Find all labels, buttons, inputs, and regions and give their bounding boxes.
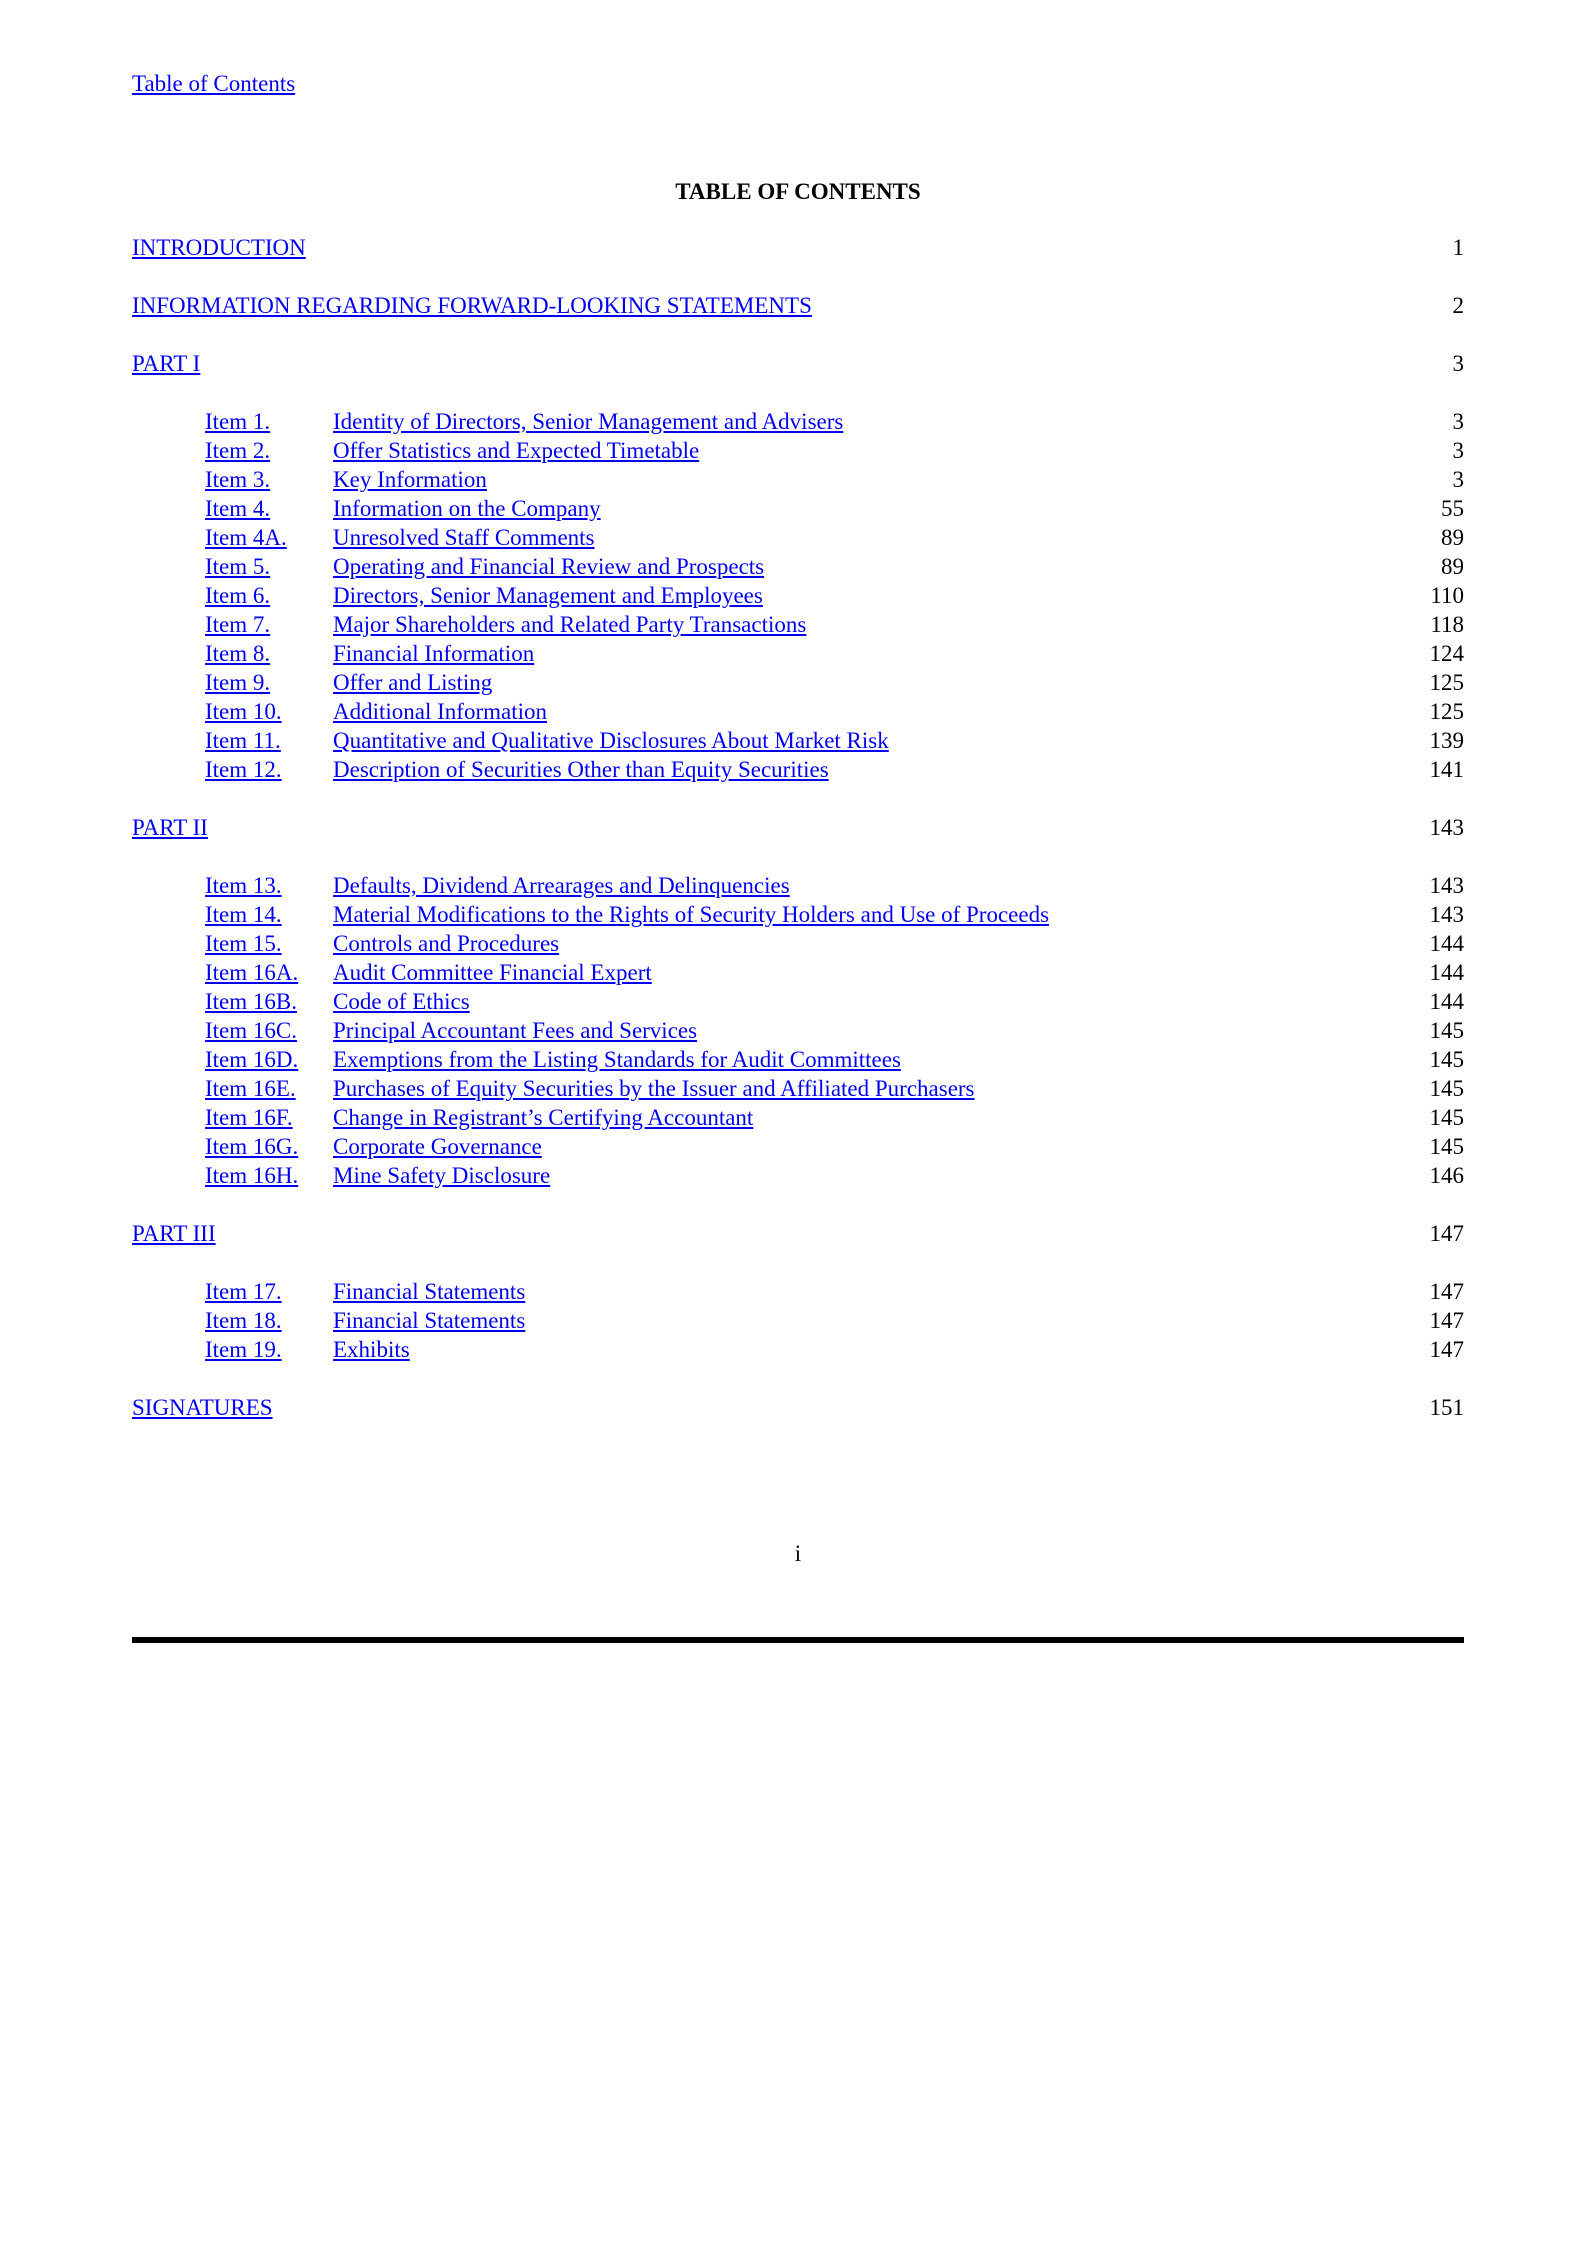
toc-item-title-link[interactable]: Financial Statements (333, 1279, 526, 1304)
toc-page-number: 125 (1429, 699, 1464, 724)
toc-item-title-link[interactable]: Identity of Directors, Senior Management and Advisers (333, 409, 844, 434)
toc-item-number-link[interactable]: Item 4A. (205, 525, 287, 550)
toc-item-number-link[interactable]: Item 8. (205, 641, 271, 666)
toc-item-title-link[interactable]: Mine Safety Disclosure (333, 1163, 551, 1188)
toc-item-title-link[interactable]: Information on the Company (333, 496, 601, 521)
toc-item-number-link[interactable]: Item 16F. (205, 1105, 293, 1130)
toc-item-row (132, 1306, 1464, 1335)
toc-item-row (132, 523, 1464, 552)
toc-item-row (132, 465, 1464, 494)
toc-page-number: 145 (1429, 1105, 1464, 1130)
toc-page-number: 145 (1429, 1076, 1464, 1101)
toc-section-link[interactable]: INFORMATION REGARDING FORWARD-LOOKING STATEMENTS (132, 293, 812, 318)
toc-page-number: 89 (1441, 554, 1464, 579)
toc-list (132, 233, 1464, 1451)
toc-page-number: 141 (1429, 757, 1464, 782)
toc-item-row (132, 1045, 1464, 1074)
toc-item-number-link[interactable]: Item 4. (205, 496, 271, 521)
toc-item-row (132, 552, 1464, 581)
toc-item-title-link[interactable]: Key Information (333, 467, 487, 492)
toc-item-title-link[interactable]: Principal Accountant Fees and Services (333, 1018, 698, 1043)
toc-item-row (132, 1335, 1464, 1364)
toc-item-title-link[interactable]: Financial Statements (333, 1308, 526, 1333)
toc-page-number: 3 (1452, 467, 1464, 492)
page-number: i (794, 1541, 802, 1566)
toc-item-row (132, 436, 1464, 465)
toc-item-row (132, 871, 1464, 900)
toc-item-number-link[interactable]: Item 12. (205, 757, 282, 782)
toc-item-number-link[interactable]: Item 1. (205, 409, 271, 434)
toc-page-number: 118 (1430, 612, 1464, 637)
toc-item-number-link[interactable]: Item 16E. (205, 1076, 296, 1101)
toc-item-row (132, 1016, 1464, 1045)
toc-item-number-link[interactable]: Item 5. (205, 554, 271, 579)
toc-page-number: 3 (1452, 351, 1464, 376)
toc-page-number: 1 (1452, 235, 1464, 260)
toc-item-title-link[interactable]: Exhibits (333, 1337, 410, 1362)
toc-section-link[interactable]: PART III (132, 1221, 216, 1246)
toc-page-number: 143 (1429, 902, 1464, 927)
toc-item-row (132, 1132, 1464, 1161)
toc-page-number: 143 (1429, 873, 1464, 898)
toc-page-number: 143 (1429, 815, 1464, 840)
toc-item-title-link[interactable]: Exemptions from the Listing Standards for Audit Committees (333, 1047, 901, 1072)
toc-page-number: 145 (1429, 1018, 1464, 1043)
toc-item-row (132, 639, 1464, 668)
toc-item-number-link[interactable]: Item 14. (205, 902, 282, 927)
toc-page-number: 3 (1452, 409, 1464, 434)
toc-item-number-link[interactable]: Item 17. (205, 1279, 282, 1304)
page-title: TABLE OF CONTENTS (675, 179, 921, 204)
toc-item-number-link[interactable]: Item 16H. (205, 1163, 299, 1188)
toc-page-number: 125 (1429, 670, 1464, 695)
toc-item-row (132, 726, 1464, 755)
toc-section-link[interactable]: SIGNATURES (132, 1395, 273, 1420)
toc-section-row (132, 813, 1464, 842)
page-divider (132, 1637, 1464, 1643)
toc-page-number: 145 (1429, 1134, 1464, 1159)
toc-item-row (132, 1103, 1464, 1132)
toc-item-number-link[interactable]: Item 10. (205, 699, 282, 724)
toc-item-number-link[interactable]: Item 16D. (205, 1047, 299, 1072)
toc-section-link[interactable]: PART II (132, 815, 208, 840)
toc-item-title-link[interactable]: Financial Information (333, 641, 535, 666)
toc-page-number: 2 (1452, 293, 1464, 318)
toc-item-number-link[interactable]: Item 16B. (205, 989, 297, 1014)
toc-page-number: 144 (1429, 989, 1464, 1014)
toc-section-row (132, 291, 1464, 320)
toc-item-title-link[interactable]: Quantitative and Qualitative Disclosures About Market Risk (333, 728, 889, 753)
toc-item-row (132, 929, 1464, 958)
toc-page-number: 55 (1441, 496, 1464, 521)
toc-page-number: 89 (1441, 525, 1464, 550)
toc-item-title-link[interactable]: Major Shareholders and Related Party Transactions (333, 612, 807, 637)
toc-page-number: 139 (1429, 728, 1464, 753)
toc-item-title-link[interactable]: Change in Registrant’s Certifying Accountant (333, 1105, 754, 1130)
toc-section-row (132, 1219, 1464, 1248)
toc-item-row (132, 1161, 1464, 1190)
toc-page-number: 147 (1429, 1221, 1464, 1246)
toc-item-row (132, 900, 1464, 929)
toc-item-title-link[interactable]: Defaults, Dividend Arrearages and Delinquencies (333, 873, 790, 898)
toc-page-number: 144 (1429, 931, 1464, 956)
toc-item-number-link[interactable]: Item 16C. (205, 1018, 297, 1043)
toc-item-row (132, 407, 1464, 436)
toc-item-row (132, 494, 1464, 523)
toc-item-row (132, 1277, 1464, 1306)
toc-item-title-link[interactable]: Purchases of Equity Securities by the Issuer and Affiliated Purchasers (333, 1076, 975, 1101)
toc-item-number-link[interactable]: Item 6. (205, 583, 271, 608)
toc-item-number-link[interactable]: Item 18. (205, 1308, 282, 1333)
toc-page-number: 147 (1429, 1308, 1464, 1333)
toc-item-number-link[interactable]: Item 9. (205, 670, 271, 695)
toc-item-title-link[interactable]: Material Modifications to the Rights of Security Holders and Use of Proceeds (333, 902, 1050, 927)
toc-item-row (132, 697, 1464, 726)
toc-item-row (132, 610, 1464, 639)
toc-item-row (132, 958, 1464, 987)
toc-item-title-link[interactable]: Operating and Financial Review and Prospects (333, 554, 765, 579)
toc-item-number-link[interactable]: Item 19. (205, 1337, 282, 1362)
toc-item-number-link[interactable]: Item 16A. (205, 960, 299, 985)
toc-section-link[interactable]: INTRODUCTION (132, 235, 306, 260)
toc-item-number-link[interactable]: Item 7. (205, 612, 271, 637)
toc-item-title-link[interactable]: Audit Committee Financial Expert (333, 960, 652, 985)
toc-page-number: 144 (1429, 960, 1464, 985)
toc-item-number-link[interactable]: Item 16G. (205, 1134, 299, 1159)
toc-item-number-link[interactable]: Item 13. (205, 873, 282, 898)
toc-page-number: 147 (1429, 1279, 1464, 1304)
toc-item-number-link[interactable]: Item 3. (205, 467, 271, 492)
toc-item-title-link[interactable]: Offer Statistics and Expected Timetable (333, 438, 700, 463)
toc-item-row (132, 755, 1464, 784)
toc-page-number: 146 (1429, 1163, 1464, 1188)
toc-item-title-link[interactable]: Corporate Governance (333, 1134, 542, 1159)
toc-item-row (132, 581, 1464, 610)
toc-page-number: 110 (1430, 583, 1464, 608)
toc-item-title-link[interactable]: Offer and Listing (333, 670, 493, 695)
toc-item-title-link[interactable]: Description of Securities Other than Equity Securities (333, 757, 829, 782)
table-of-contents-link[interactable]: Table of Contents (132, 71, 296, 96)
toc-section-row (132, 233, 1464, 262)
toc-page-number: 124 (1429, 641, 1464, 666)
toc-item-row (132, 668, 1464, 697)
toc-section-row (132, 1393, 1464, 1422)
toc-item-title-link[interactable]: Directors, Senior Management and Employees (333, 583, 763, 608)
toc-item-number-link[interactable]: Item 2. (205, 438, 271, 463)
toc-page-number: 151 (1429, 1395, 1464, 1420)
toc-item-number-link[interactable]: Item 11. (205, 728, 281, 753)
toc-page-number: 145 (1429, 1047, 1464, 1072)
toc-item-title-link[interactable]: Code of Ethics (333, 989, 470, 1014)
toc-section-row (132, 349, 1464, 378)
toc-item-title-link[interactable]: Unresolved Staff Comments (333, 525, 595, 550)
toc-item-number-link[interactable]: Item 15. (205, 931, 282, 956)
toc-page-number: 3 (1452, 438, 1464, 463)
toc-item-title-link[interactable]: Controls and Procedures (333, 931, 560, 956)
toc-item-title-link[interactable]: Additional Information (333, 699, 547, 724)
toc-section-link[interactable]: PART I (132, 351, 201, 376)
toc-page-number: 147 (1429, 1337, 1464, 1362)
toc-item-row (132, 987, 1464, 1016)
toc-item-row (132, 1074, 1464, 1103)
